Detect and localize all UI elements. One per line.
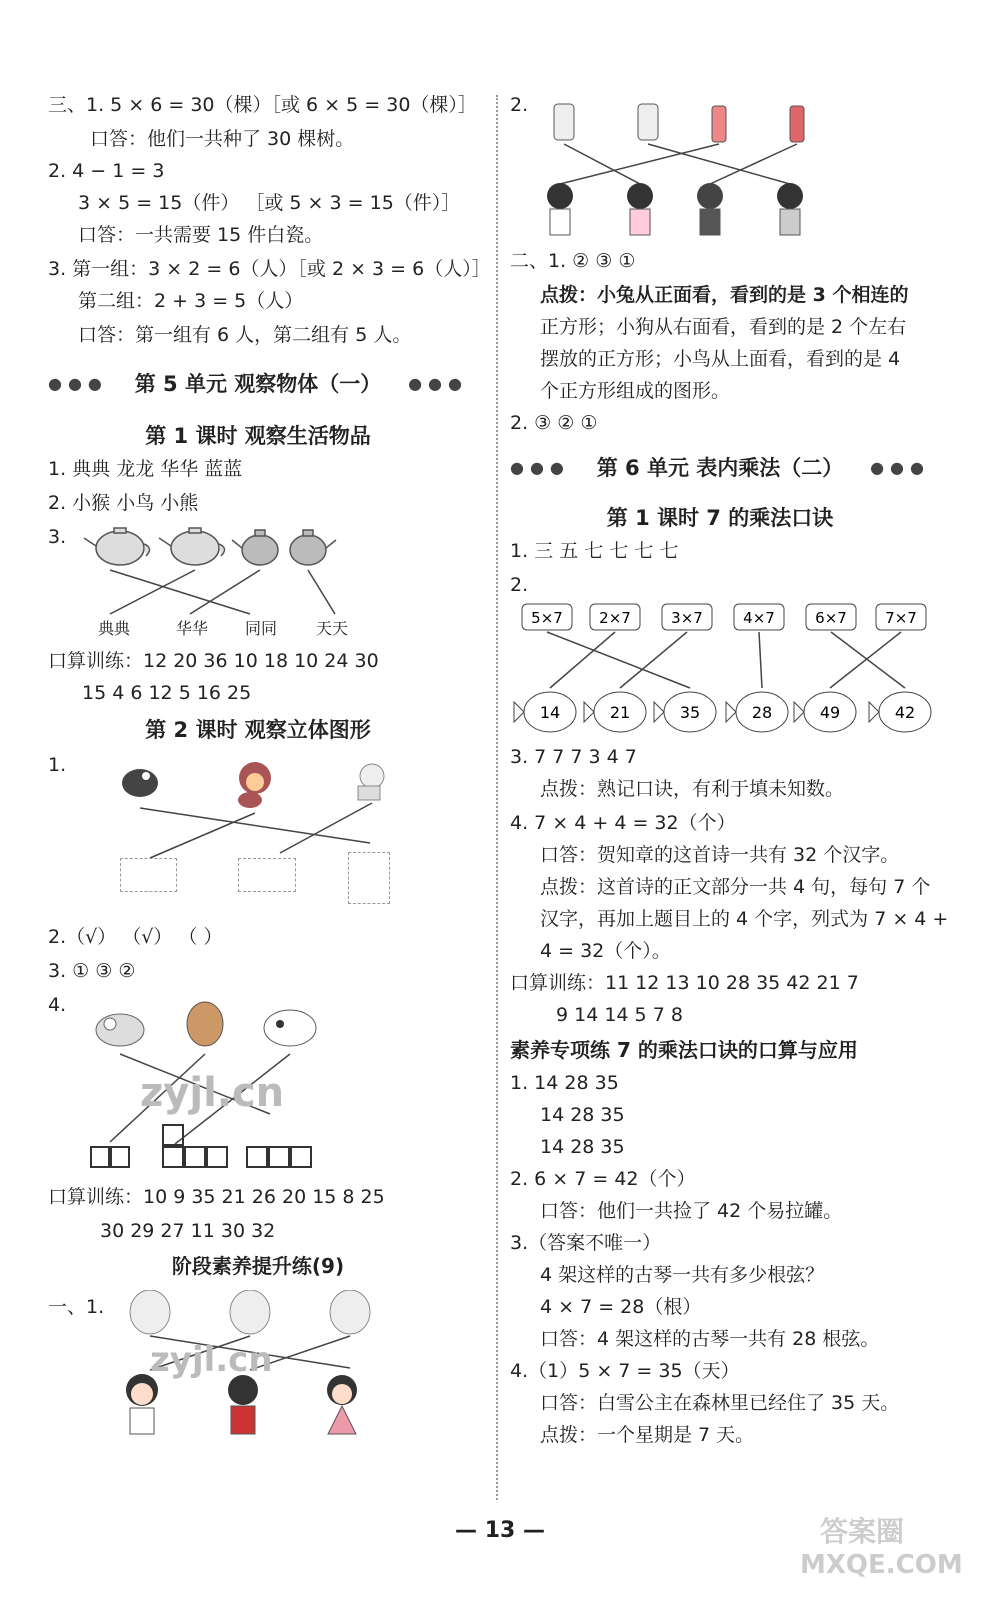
question-number: 2. xyxy=(510,94,529,116)
lesson-title: 第 2 课时 观察立体图形 xyxy=(145,718,371,742)
tip-line: 汉字，再加上题目上的 4 个字，列式为 7 × 4 + xyxy=(540,908,949,930)
svg-text:28: 28 xyxy=(751,703,773,722)
child-icon xyxy=(327,1375,357,1434)
answer-line: 口答：他们一共捡了 42 个易拉罐。 xyxy=(540,1200,843,1222)
unit-heading xyxy=(510,452,930,482)
bottle-icon xyxy=(712,106,726,142)
dog-icon xyxy=(264,1010,316,1046)
teapot-icon xyxy=(84,528,150,565)
oral-training: 15 4 6 12 5 16 25 xyxy=(82,682,252,704)
answer-line: 3. 第一组：3 × 2 = 6（人）［或 2 × 3 = 6（人）］ xyxy=(48,258,491,280)
cat-icon xyxy=(358,764,384,800)
teapot-label: 典典 xyxy=(98,619,131,638)
answer-line: 3 × 5 = 15（件） ［或 5 × 3 = 15（件）］ xyxy=(78,192,461,214)
tip-line: 正方形；小狗从右面看，看到的是 2 个左右 xyxy=(540,316,907,338)
question-number: 3. xyxy=(48,526,67,548)
answer-line: 3. 7 7 7 3 4 7 xyxy=(510,746,637,768)
extinguisher-matching-figure xyxy=(530,92,830,242)
teapot-label: 天天 xyxy=(316,619,349,638)
child-icon xyxy=(627,183,653,235)
bottle-icon xyxy=(790,106,804,142)
watermark: zyjl.cn xyxy=(150,1340,273,1380)
tip-line: 点拨：熟记口诀，有利于填未知数。 xyxy=(540,778,845,800)
fish-icon xyxy=(794,692,856,732)
answer-line: 4. 7 × 4 + 4 = 32（个） xyxy=(510,812,736,834)
multiplication-card xyxy=(734,604,784,630)
watermark: 答案圈 xyxy=(820,1515,905,1548)
teapot-label: 华华 xyxy=(176,619,209,638)
answer-line: 4.（1）5 × 7 = 35（天） xyxy=(510,1360,740,1382)
oral-training: 口算训练：10 9 35 21 26 20 15 8 25 xyxy=(48,1186,385,1208)
answer-line: 第二组：2 + 3 = 5（人） xyxy=(78,290,304,312)
teapot-icon xyxy=(232,530,278,565)
lesson-title: 素养专项练 7 的乘法口诀的口算与应用 xyxy=(510,1038,858,1062)
unit-heading xyxy=(48,368,468,398)
tip-line: 点拨：这首诗的正文部分一共 4 句，每句 7 个 xyxy=(540,876,931,898)
card-fish-matching-figure xyxy=(510,600,950,740)
lesson-title: 第 1 课时 观察生活物品 xyxy=(145,424,371,448)
answer-line: 1. 典典 龙龙 华华 蓝蓝 xyxy=(48,458,243,480)
answer-line: 4 × 7 = 28（根） xyxy=(540,1296,702,1318)
unit-title: 第 6 单元 表内乘法（二） xyxy=(596,456,844,480)
answer-line: 口答：第一组有 6 人，第二组有 5 人。 xyxy=(78,324,412,346)
dots-decoration: ●●● xyxy=(870,457,930,477)
svg-text:49: 49 xyxy=(819,703,841,722)
multiplication-card xyxy=(876,604,926,630)
page-number: — 13 — xyxy=(455,1518,545,1543)
answer-line: 1. 14 28 35 xyxy=(510,1072,619,1094)
watermark: MXQE.COM xyxy=(800,1550,963,1580)
answer-line: 三、1. 5 × 6 = 30（棵）［或 6 × 5 = 30（棵）］ xyxy=(48,94,477,116)
answer-line: 口答：白雪公主在森林里已经住了 35 天。 xyxy=(540,1392,900,1414)
multiplication-card xyxy=(806,604,856,630)
oral-training: 30 29 27 11 30 32 xyxy=(100,1220,276,1242)
fish-icon xyxy=(514,692,576,732)
answer-line: 3. ① ③ ② xyxy=(48,960,136,982)
fish-icon xyxy=(726,692,788,732)
dots-decoration: ●●● xyxy=(408,373,468,393)
answer-line: 2.（√） （√） （ ） xyxy=(48,926,223,948)
lesson-title: 阶段素养提升练(9) xyxy=(171,1254,345,1278)
svg-text:21: 21 xyxy=(609,703,631,722)
svg-text:35: 35 xyxy=(679,703,701,722)
multiplication-card xyxy=(522,604,572,630)
view-shape xyxy=(120,858,177,892)
oral-training: 口算训练：12 20 36 10 18 10 24 30 xyxy=(48,650,379,672)
lesson-title: 第 1 课时 7 的乘法口诀 xyxy=(606,506,834,530)
teapot-icon xyxy=(159,528,225,565)
watermark: zyjl.cn xyxy=(140,1070,285,1116)
tip-line: 摆放的正方形；小鸟从上面看，看到的是 4 xyxy=(540,348,901,370)
svg-text:6×7: 6×7 xyxy=(815,609,847,627)
multiplication-card xyxy=(590,604,640,630)
tip-line: 4 = 32（个）。 xyxy=(540,940,671,962)
answer-line: 4 架这样的古琴一共有多少根弦？ xyxy=(540,1264,825,1286)
question-number: 2. xyxy=(510,574,529,596)
extinguisher-icon xyxy=(638,104,658,140)
answer-line: 2. 6 × 7 = 42（个） xyxy=(510,1168,696,1190)
unit-title: 第 5 单元 观察物体（一） xyxy=(134,372,382,396)
answer-line: 2. ③ ② ① xyxy=(510,412,598,434)
dots-decoration: ●●● xyxy=(48,373,108,393)
tip-line: 个正方形组成的图形。 xyxy=(540,380,731,402)
view-shape xyxy=(238,858,296,892)
child-icon xyxy=(126,1374,158,1434)
answer-line: 口答：贺知章的这首诗一共有 32 个汉字。 xyxy=(540,844,900,866)
answer-line: 口答：4 架这样的古琴一共有 28 根弦。 xyxy=(540,1328,880,1350)
tip-line: 点拨：小兔从正面看，看到的是 3 个相连的 xyxy=(540,284,909,306)
column-divider xyxy=(496,95,498,1500)
egg-icon xyxy=(330,1290,370,1334)
answer-line: 2. 小猴 小鸟 小熊 xyxy=(48,492,199,514)
svg-text:5×7: 5×7 xyxy=(531,609,563,627)
view-shape xyxy=(348,852,390,904)
answer-line: 口答：一共需要 15 件白瓷。 xyxy=(78,224,324,246)
svg-text:2×7: 2×7 xyxy=(599,609,631,627)
child-icon xyxy=(777,183,803,235)
answer-line: 3.（答案不唯一） xyxy=(510,1232,662,1254)
child-icon xyxy=(228,1375,258,1434)
question-number: 1. xyxy=(48,754,67,776)
oral-training: 9 14 14 5 7 8 xyxy=(556,1004,683,1026)
monkey-icon xyxy=(238,762,271,808)
dots-decoration: ●●● xyxy=(510,457,570,477)
svg-text:14: 14 xyxy=(539,703,561,722)
teapot-icon xyxy=(290,530,336,565)
question-number: 4. xyxy=(48,994,67,1016)
child-icon xyxy=(547,183,573,235)
fish-icon xyxy=(584,692,646,732)
svg-text:42: 42 xyxy=(894,703,916,722)
egg-icon xyxy=(130,1290,170,1334)
teapot-label: 同同 xyxy=(245,619,278,638)
bird-icon xyxy=(96,1014,144,1046)
fish-icon xyxy=(869,692,931,732)
child-icon xyxy=(697,183,723,235)
answer-line: 口答：他们一共种了 30 棵树。 xyxy=(90,128,355,150)
egg-icon xyxy=(230,1290,270,1334)
answer-line: 二、1. ② ③ ① xyxy=(510,250,636,272)
svg-text:7×7: 7×7 xyxy=(885,609,917,627)
oral-training: 口算训练：11 12 13 10 28 35 42 21 7 xyxy=(510,972,859,994)
svg-text:4×7: 4×7 xyxy=(743,609,775,627)
dinosaur-icon xyxy=(187,1002,223,1046)
answer-line: 2. 4 − 1 = 3 xyxy=(48,160,165,182)
answer-line: 1. 三 五 七 七 七 七 xyxy=(510,540,679,562)
question-number: 一、1. xyxy=(48,1296,105,1318)
multiplication-card xyxy=(662,604,712,630)
answer-line: 14 28 35 xyxy=(540,1136,625,1158)
bird-icon xyxy=(122,769,158,797)
tip-line: 点拨：一个星期是 7 天。 xyxy=(540,1424,755,1446)
fish-icon xyxy=(654,692,716,732)
extinguisher-icon xyxy=(554,104,574,140)
svg-text:3×7: 3×7 xyxy=(671,609,703,627)
answer-line: 14 28 35 xyxy=(540,1104,625,1126)
